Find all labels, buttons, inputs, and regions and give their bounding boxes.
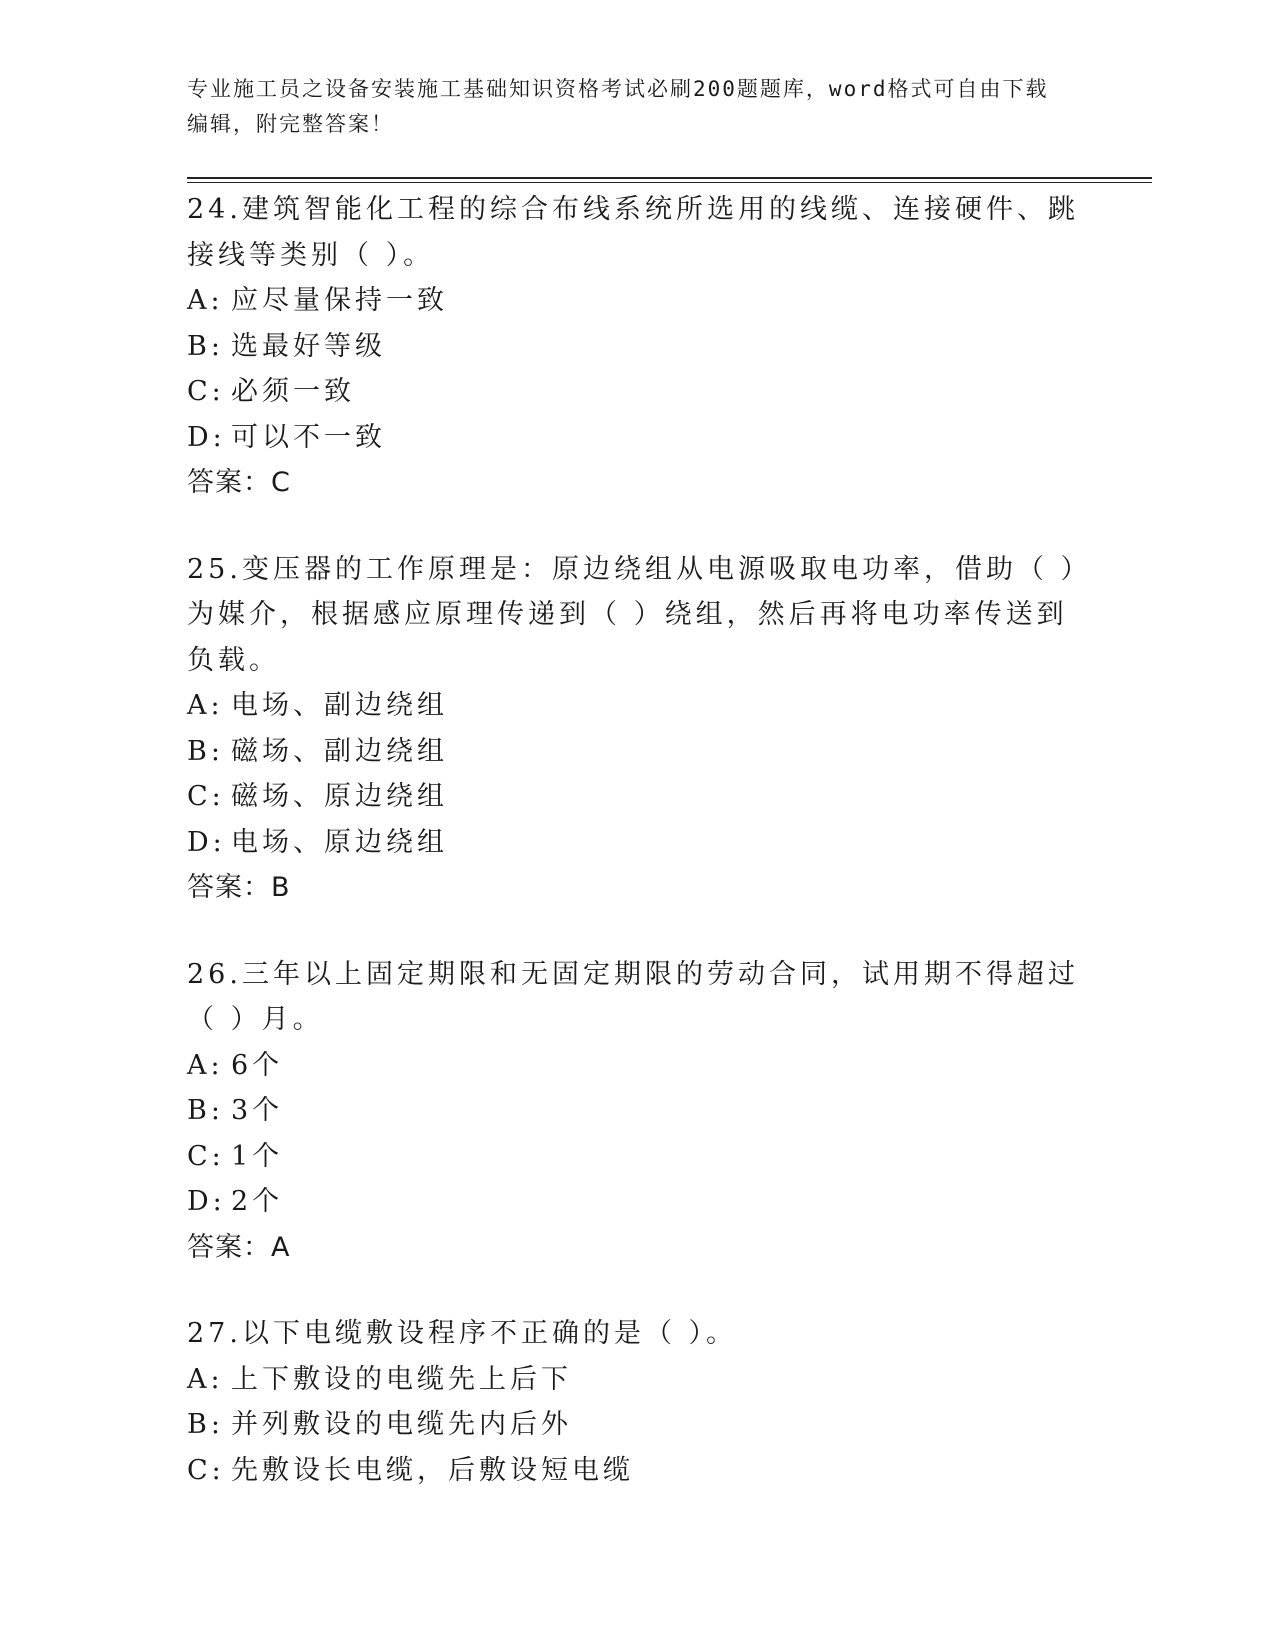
option-letter: C: (187, 1140, 225, 1172)
question-stem: 26.三年以上固定期限和无固定期限的劳动合同，试用期不得超过（ ）月。 (187, 958, 1079, 1035)
option-text: 必须一致 (231, 376, 355, 407)
option-text: 6个 (231, 1049, 284, 1081)
option-letter: D: (187, 826, 226, 858)
option-b (187, 1088, 1087, 1134)
option-text: 3个 (231, 1095, 284, 1126)
option-letter: C: (187, 781, 225, 812)
question-stem: 24.建筑智能化工程的综合布线系统所选用的线缆、连接硬件、跳接线等类别（ ）。 (187, 194, 1079, 271)
option-text: 先敷设长电缆，后敷设短电缆 (231, 1454, 634, 1486)
option-text: 电场、原边绕组 (231, 826, 448, 858)
answer-line: 答案：B (187, 872, 291, 903)
option-letter: A: (187, 1049, 224, 1081)
option-letter: A: (187, 285, 224, 316)
document-header: 专业施工员之设备安装施工基础知识资格考试必刷200题题库，word格式可自由下载编辑，附完整答案！ (187, 77, 1049, 136)
option-text: 磁场、原边绕组 (231, 781, 448, 812)
option-a (187, 1357, 1087, 1403)
option-text: 应尽量保持一致 (231, 285, 448, 316)
question-24 (187, 187, 1087, 506)
option-letter: B: (187, 1095, 224, 1126)
question-stem: 27.以下电缆敷设程序不正确的是（ ）。 (187, 1318, 738, 1349)
option-d (187, 415, 1087, 461)
option-letter: B: (187, 1409, 224, 1440)
option-c (187, 774, 1087, 820)
option-a (187, 278, 1087, 324)
option-text: 磁场、副边绕组 (231, 735, 448, 767)
option-text: 1个 (231, 1140, 284, 1172)
option-text: 并列敷设的电缆先内后外 (231, 1409, 572, 1440)
option-letter: C: (187, 1454, 225, 1486)
header-divider-thin (187, 182, 1152, 183)
header-divider-thick (187, 177, 1152, 179)
question-26 (187, 952, 1087, 1271)
question-list (187, 187, 1087, 1493)
option-b (187, 729, 1087, 775)
option-letter: A: (187, 1363, 224, 1395)
option-a (187, 1043, 1087, 1089)
option-d (187, 1179, 1087, 1225)
option-letter: C: (187, 376, 225, 407)
option-d (187, 820, 1087, 866)
option-text: 2个 (231, 1186, 284, 1217)
question-stem: 25.变压器的工作原理是：原边绕组从电源吸取电功率，借助（ ）为媒介，根据感应原理传递到（ ）绕组，然后再将电功率传送到负载。 (187, 553, 1079, 676)
answer-line: 答案：C (187, 467, 291, 498)
option-text: 电场、副边绕组 (231, 690, 448, 721)
option-text: 可以不一致 (231, 421, 386, 453)
option-letter: D: (187, 1186, 226, 1217)
option-c (187, 1448, 1087, 1494)
answer-line: 答案：A (187, 1231, 291, 1263)
option-text: 上下敷设的电缆先上后下 (231, 1363, 572, 1395)
question-25 (187, 547, 1087, 911)
option-letter: D: (187, 421, 226, 453)
option-b (187, 1402, 1087, 1448)
option-letter: B: (187, 735, 224, 767)
option-c (187, 369, 1087, 415)
option-b (187, 324, 1087, 370)
question-27 (187, 1311, 1087, 1493)
option-a (187, 683, 1087, 729)
option-c (187, 1134, 1087, 1180)
option-text: 选最好等级 (231, 330, 386, 362)
option-letter: B: (187, 330, 224, 362)
option-letter: A: (187, 690, 224, 721)
